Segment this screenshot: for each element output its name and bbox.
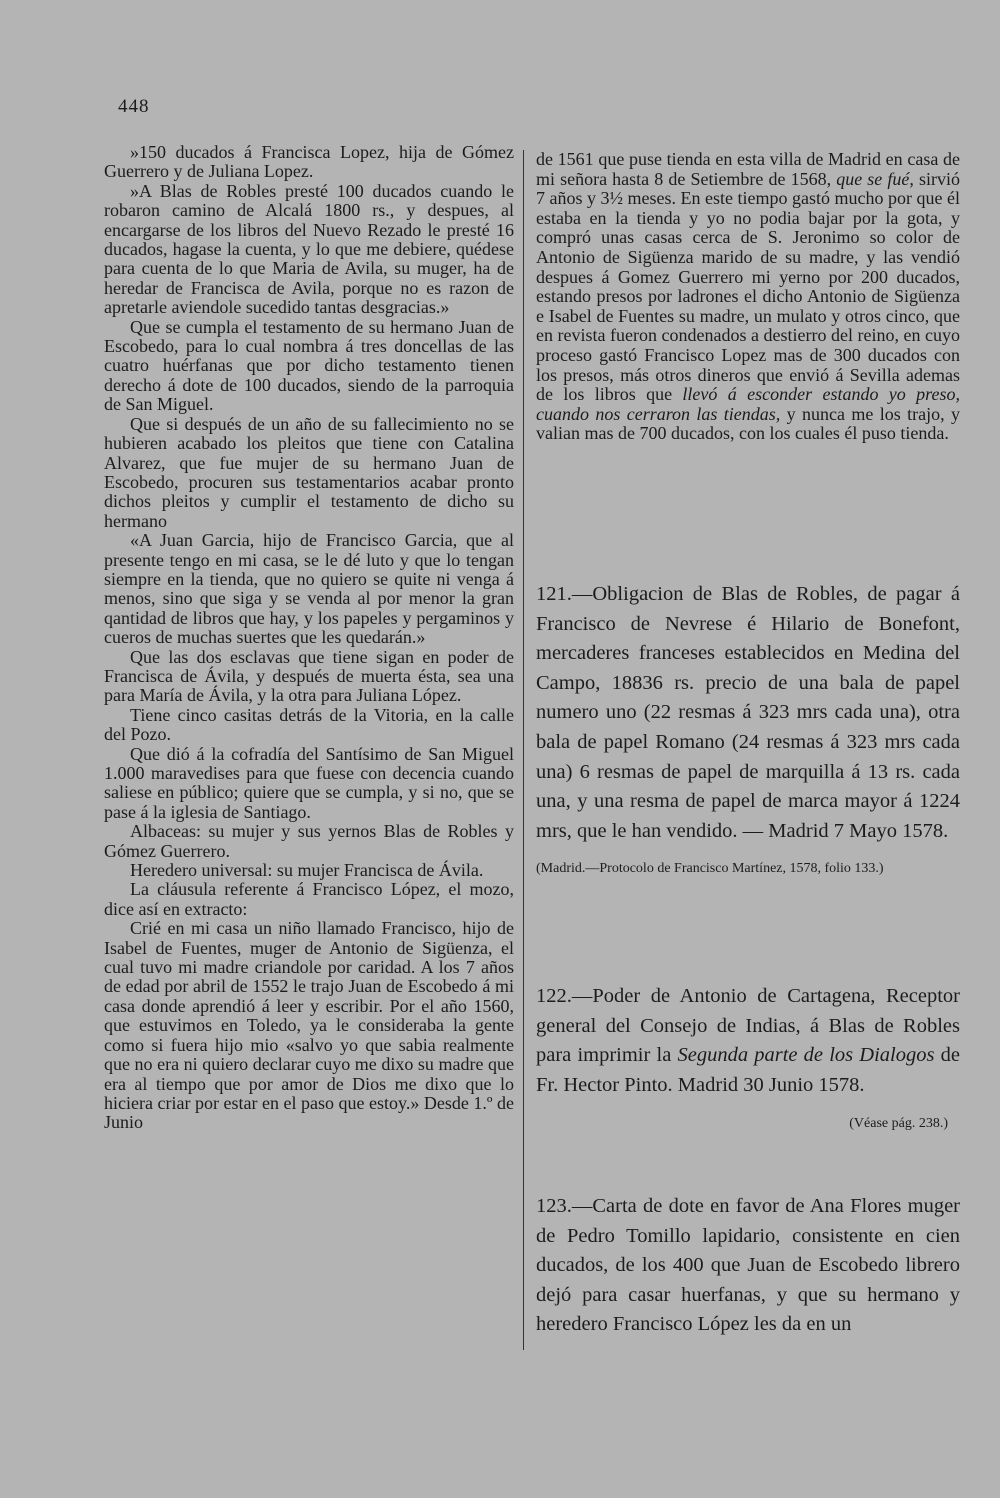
paragraph: Albaceas: su mujer y sus yernos Blas de Robles y Gómez Guerrero.	[104, 821, 514, 861]
paragraph: Tiene cinco casitas detrás de la Vitoria, en la calle del Pozo.	[104, 704, 514, 745]
italic-run: llevó á esconder estando yo preso, cuando nos cerraron las tiendas,	[536, 384, 960, 424]
entry-description: —Obligacion de Blas de Robles, de pagar á Francisco de Nevrese é Hilario de Bonefont, mercaderes franceses establecidos en Medina del Campo, 18836 rs. precio de una bala de papel numero uno (22 resmas á 323 mrs cada una), otra bala de papel Romano (24 resmas á 323 mrs cada una) 6 resmas de papel de marquilla á 13 rs. cada una, y una resma de papel de marca mayor á 1224 mrs, que le han vendido. — Madrid 7 Mayo 1578.	[536, 583, 960, 842]
paragraph: Heredero universal: su mujer Francisca de Ávila.	[130, 860, 484, 881]
text-run: y nunca me los trajo, y valian mas de 700 ducados, con los cuales él puso tienda.	[536, 403, 960, 444]
entry-number: 122.	[536, 985, 572, 1007]
page-number: 448	[118, 96, 150, 117]
entry-see-reference: (Véase pág. 238.)	[849, 1116, 948, 1132]
italic-run: Segunda parte de los Dialogos	[677, 1044, 935, 1067]
entry-description: —Poder de Antonio de Cartagena, Receptor general del Consejo de Indias, á Blas de Robles para imprimir la	[536, 985, 960, 1067]
paragraph: «A Juan Garcia, hijo de Francisco Garcia, que al presente tengo en mi casa, se le dé luto y que lo tengan siempre en la tienda, que no quiero se quite ni venga á menos, sino que siga y se venda al por menor la gran qantidad de libros que hay, y los papeles y pergaminos y cueros de muchas suertes que les quedarán.»	[104, 530, 514, 648]
entry-text	[536, 982, 960, 1100]
entry-123	[536, 1192, 960, 1340]
entry-body	[536, 982, 960, 1100]
paragraph: »150 ducados á Francisca Lopez, hija de Gómez Guerrero y de Juliana Lopez.	[104, 142, 514, 182]
paragraph: Crié en mi casa un niño llamado Francisco, hijo de Isabel de Fuentes, muger de Antonio de Sigüenza, el cual tuvo mi madre criandole por caridad. A los 7 años de edad por abril de 1552 le trajo Juan de Escobedo á mi casa donde aprendió á leer y escribir. Por el año 1560, que estuvimos en Toledo, ya le consideraba la gente como si fuera hijo mio «salvo yo que sabia realmente que no era ni quiero declarar cuyo me dixo su madre que era al tiempo que por amor de Dios me dixo que lo hiciera criar por estar en el paso que estoy.» Desde 1.º de Junio	[104, 918, 514, 1133]
entry-number: 121.	[536, 583, 572, 605]
entry-source: (Madrid.—Protocolo de Francisco Martínez, 1578, folio 133.)	[536, 861, 884, 877]
paragraph: Que dió á la cofradía del Santísimo de San Miguel 1.000 maravedises para que fuese con decencia cuando saliese en público; quiere que se cumpla, y si no, que se pase á la iglesia de Santiago.	[104, 743, 514, 822]
paragraph: Que las dos esclavas que tiene sigan en poder de Francisca de Ávila, y después de muerta ésta, sea una para María de Ávila, y la otra para Juliana López.	[104, 646, 514, 706]
entry-122	[536, 982, 960, 1132]
entry-text	[536, 1192, 960, 1340]
entry-body	[536, 580, 960, 846]
entry-description: de Fr. Hector Pinto. Madrid 30 Junio 1578.	[536, 1044, 960, 1096]
left-column	[104, 143, 514, 1133]
paragraph: »A Blas de Robles presté 100 ducados cuando le robaron camino de Alcalá 1800 rs., y despues, al encargarse de los libros del Nuevo Rezado le presté 16 ducados, hagase la cuenta, y lo que me debiere, quédese para cuenta de lo que Maria de Avila, su muger, ha de heredar de Francisca de Avila, porque no es razon de apretarle aviendole sucedido tantas desgracias.»	[104, 180, 514, 318]
text-run: de 1561 que puse tienda en esta villa de Madrid en casa de mi señora hasta 8 de Setiembre de 1568,	[536, 149, 960, 189]
entry-text	[536, 580, 960, 846]
right-column-continuation	[536, 150, 960, 444]
paragraph	[536, 150, 960, 444]
text-run: sirvió 7 años y 3½ meses. En este tiempo gastó mucho por que él estaba en la tienda y yo no podia bajar por la gota, y compró unas casas cerca de S. Jeronimo so color de Antonio de Sigüenza marido de su madre, y las vendió despues á Gomez Guerrero mi yerno por 200 ducados, estando presos por ladrones el dicho Antonio de Sigüenza e Isabel de Fuentes su madre, un mulato y otros cinco, que en revista fueron condenados a destierro del reino, en cuyo proceso gastó Francisco Lopez mas de 300 ducados con los presos, más otros dineros que envió á Sevilla ademas de los libros que	[536, 168, 960, 405]
entry-121	[536, 580, 960, 878]
entry-description: —Carta de dote en favor de Ana Flores muger de Pedro Tomillo lapidario, consistente en cien ducados, de los 400 que Juan de Escobedo librero dejó para casar huerfanas, y que su hermano y heredero Francisco López les da en un	[536, 1195, 960, 1336]
paragraph: Que si después de un año de su fallecimiento no se hubieren acabado los pleitos que tiene con Catalina Alvarez, que fue mujer de su hermano Juan de Escobedo, procuren sus testamentarios acabar pronto dichos pleitos y cumplir el testamento de dicho su hermano	[104, 413, 514, 531]
paragraph: La cláusula referente á Francisco López, el mozo, dice así en extracto:	[104, 879, 514, 919]
paragraph: Que se cumpla el testamento de su hermano Juan de Escobedo, para lo cual nombra á tres doncellas de las cuatro huérfanas que por dicho testamento tienen derecho á dote de 100 ducados, siendo de la parroquia de San Miguel.	[104, 316, 514, 415]
italic-run: que se fué,	[836, 168, 914, 189]
column-rule	[523, 150, 524, 1350]
entry-body	[536, 1192, 960, 1340]
entry-number: 123.	[536, 1195, 572, 1217]
